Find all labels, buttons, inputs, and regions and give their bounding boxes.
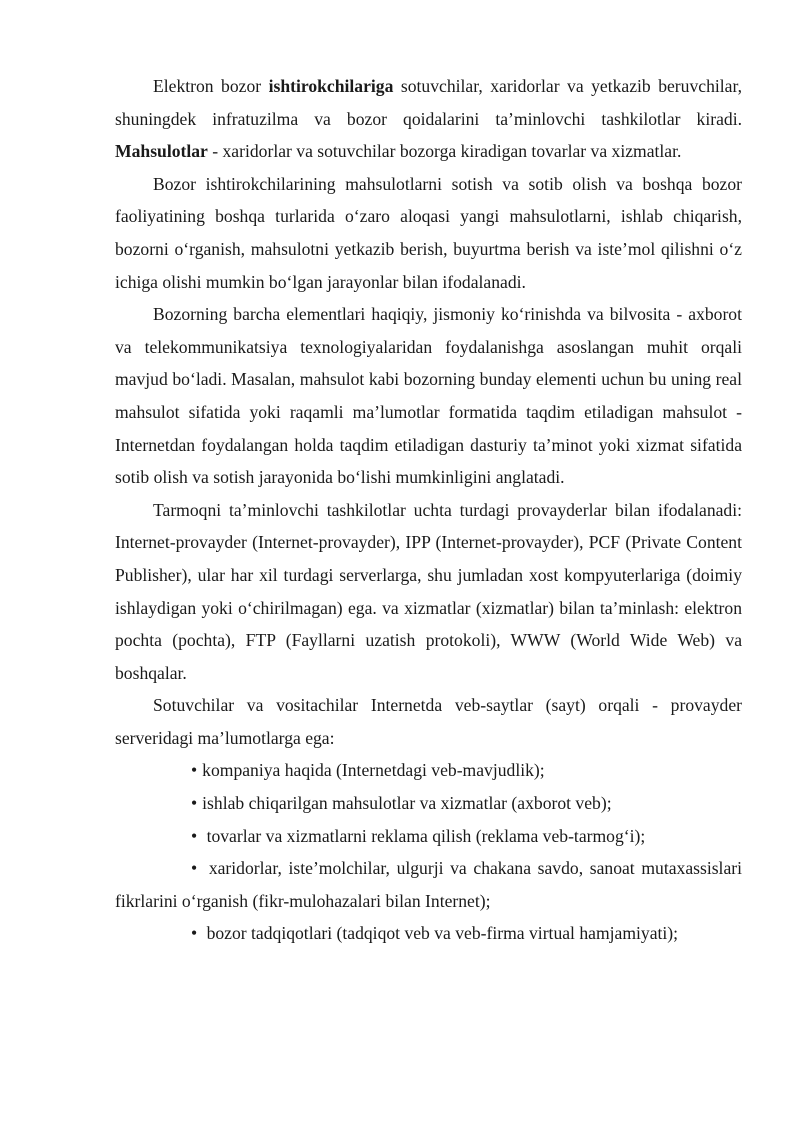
- bullet-item: [115, 820, 742, 853]
- p1-text-d: - xaridorlar va sotuvchilar bozorga kiradigan tovarlar va xizmatlar.: [207, 141, 682, 162]
- bullet-marker: •: [191, 793, 198, 814]
- bullet-text: tovarlar va xizmatlarni reklama qilish (reklama veb-tarmog‘i);: [202, 825, 646, 846]
- p1-text-a: Elektron bozor: [153, 76, 269, 96]
- bullet-item: [115, 917, 742, 950]
- paragraph-1: [115, 70, 742, 168]
- bullet-text: bozor tadqiqotlari (tadqiqot veb va veb-firma virtual hamjamiyati);: [202, 923, 679, 944]
- paragraph-2: Bozor ishtirokchilarining mahsulotlarni sotish va sotib olish va boshqa bozor faoliyatining boshqa turlarida o‘zaro aloqasi yangi mahsulotlarni, ishlab chiqarish, bozorni o‘rganish, mahsulotni yetkazib berish, buyurtma berish va iste’mol qilishni o‘z ichiga olishi mumkin bo‘lgan jarayonlar bilan ifodalanadi.: [115, 173, 742, 292]
- bullet-item: [115, 852, 742, 917]
- bullet-item: [115, 787, 742, 820]
- p1-bold-term-products: Mahsulotlar: [115, 141, 208, 162]
- paragraph-4: Tarmoqni ta’minlovchi tashkilotlar uchta turdagi provayderlar bilan ifodalanadi: Internet-provayder (Internet-provayder), IPP (Internet-provayder), PCF (Private Content Publisher), ular har xil turdagi serverlarga, shu jumladan xost kompyuterlariga (doimiy ishlaydigan yoki o‘chirilmagan) ega. va xizmatlar (xizmatlar) bilan ta’minlash: elektron pochta (pochta), FTP (Fayllarni uzatish protokoli), WWW (World Wide Web) va boshqalar.: [115, 499, 742, 683]
- paragraph-5: Sotuvchilar va vositachilar Internetda veb-saytlar (sayt) orqali - provayder serveridagi ma’lumotlarga ega:: [115, 695, 742, 748]
- p1-bold-term-participants: ishtirokchilariga: [268, 76, 394, 96]
- bullet-marker: •: [191, 923, 198, 944]
- bullet-text: xaridorlar, iste’molchilar, ulgurji va chakana savdo, sanoat mutaxassislari fikrlarini o‘rganish (fikr-mulohazalari bilan Internet);: [115, 858, 742, 911]
- bullet-marker: •: [191, 760, 198, 781]
- bullet-text: kompaniya haqida (Internetdagi veb-mavjudlik);: [202, 760, 545, 781]
- bullet-item: [115, 754, 742, 787]
- p1-text-c: sotuvchilar, xaridorlar va yetkazib beruvchilar, shuningdek infratuzilma va bozor qoidalarini ta’minlovchi tashkilotlar kiradi.: [115, 76, 742, 129]
- bullet-marker: •: [191, 825, 198, 846]
- bullet-marker: •: [191, 858, 198, 879]
- paragraph-3: Bozorning barcha elementlari haqiqiy, jismoniy ko‘rinishda va bilvosita - axborot va telekommunikatsiya texnologiyalaridan foydalanishga asoslangan muhit orqali mavjud bo‘ladi. Masalan, mahsulot kabi bozorning bunday elementi uchun bu uning real mahsulot sifatida yoki raqamli ma’lumotlar formatida taqdim etiladigan mahsulot - Internetdan foydalangan holda taqdim etiladigan dasturiy ta’minot yoki xizmat sifatida sotib olish va sotish jarayonida bo‘lishi mumkinligini anglatadi.: [115, 304, 742, 488]
- document-page: [115, 70, 742, 950]
- bullet-text: ishlab chiqarilgan mahsulotlar va xizmatlar (axborot veb);: [202, 793, 612, 814]
